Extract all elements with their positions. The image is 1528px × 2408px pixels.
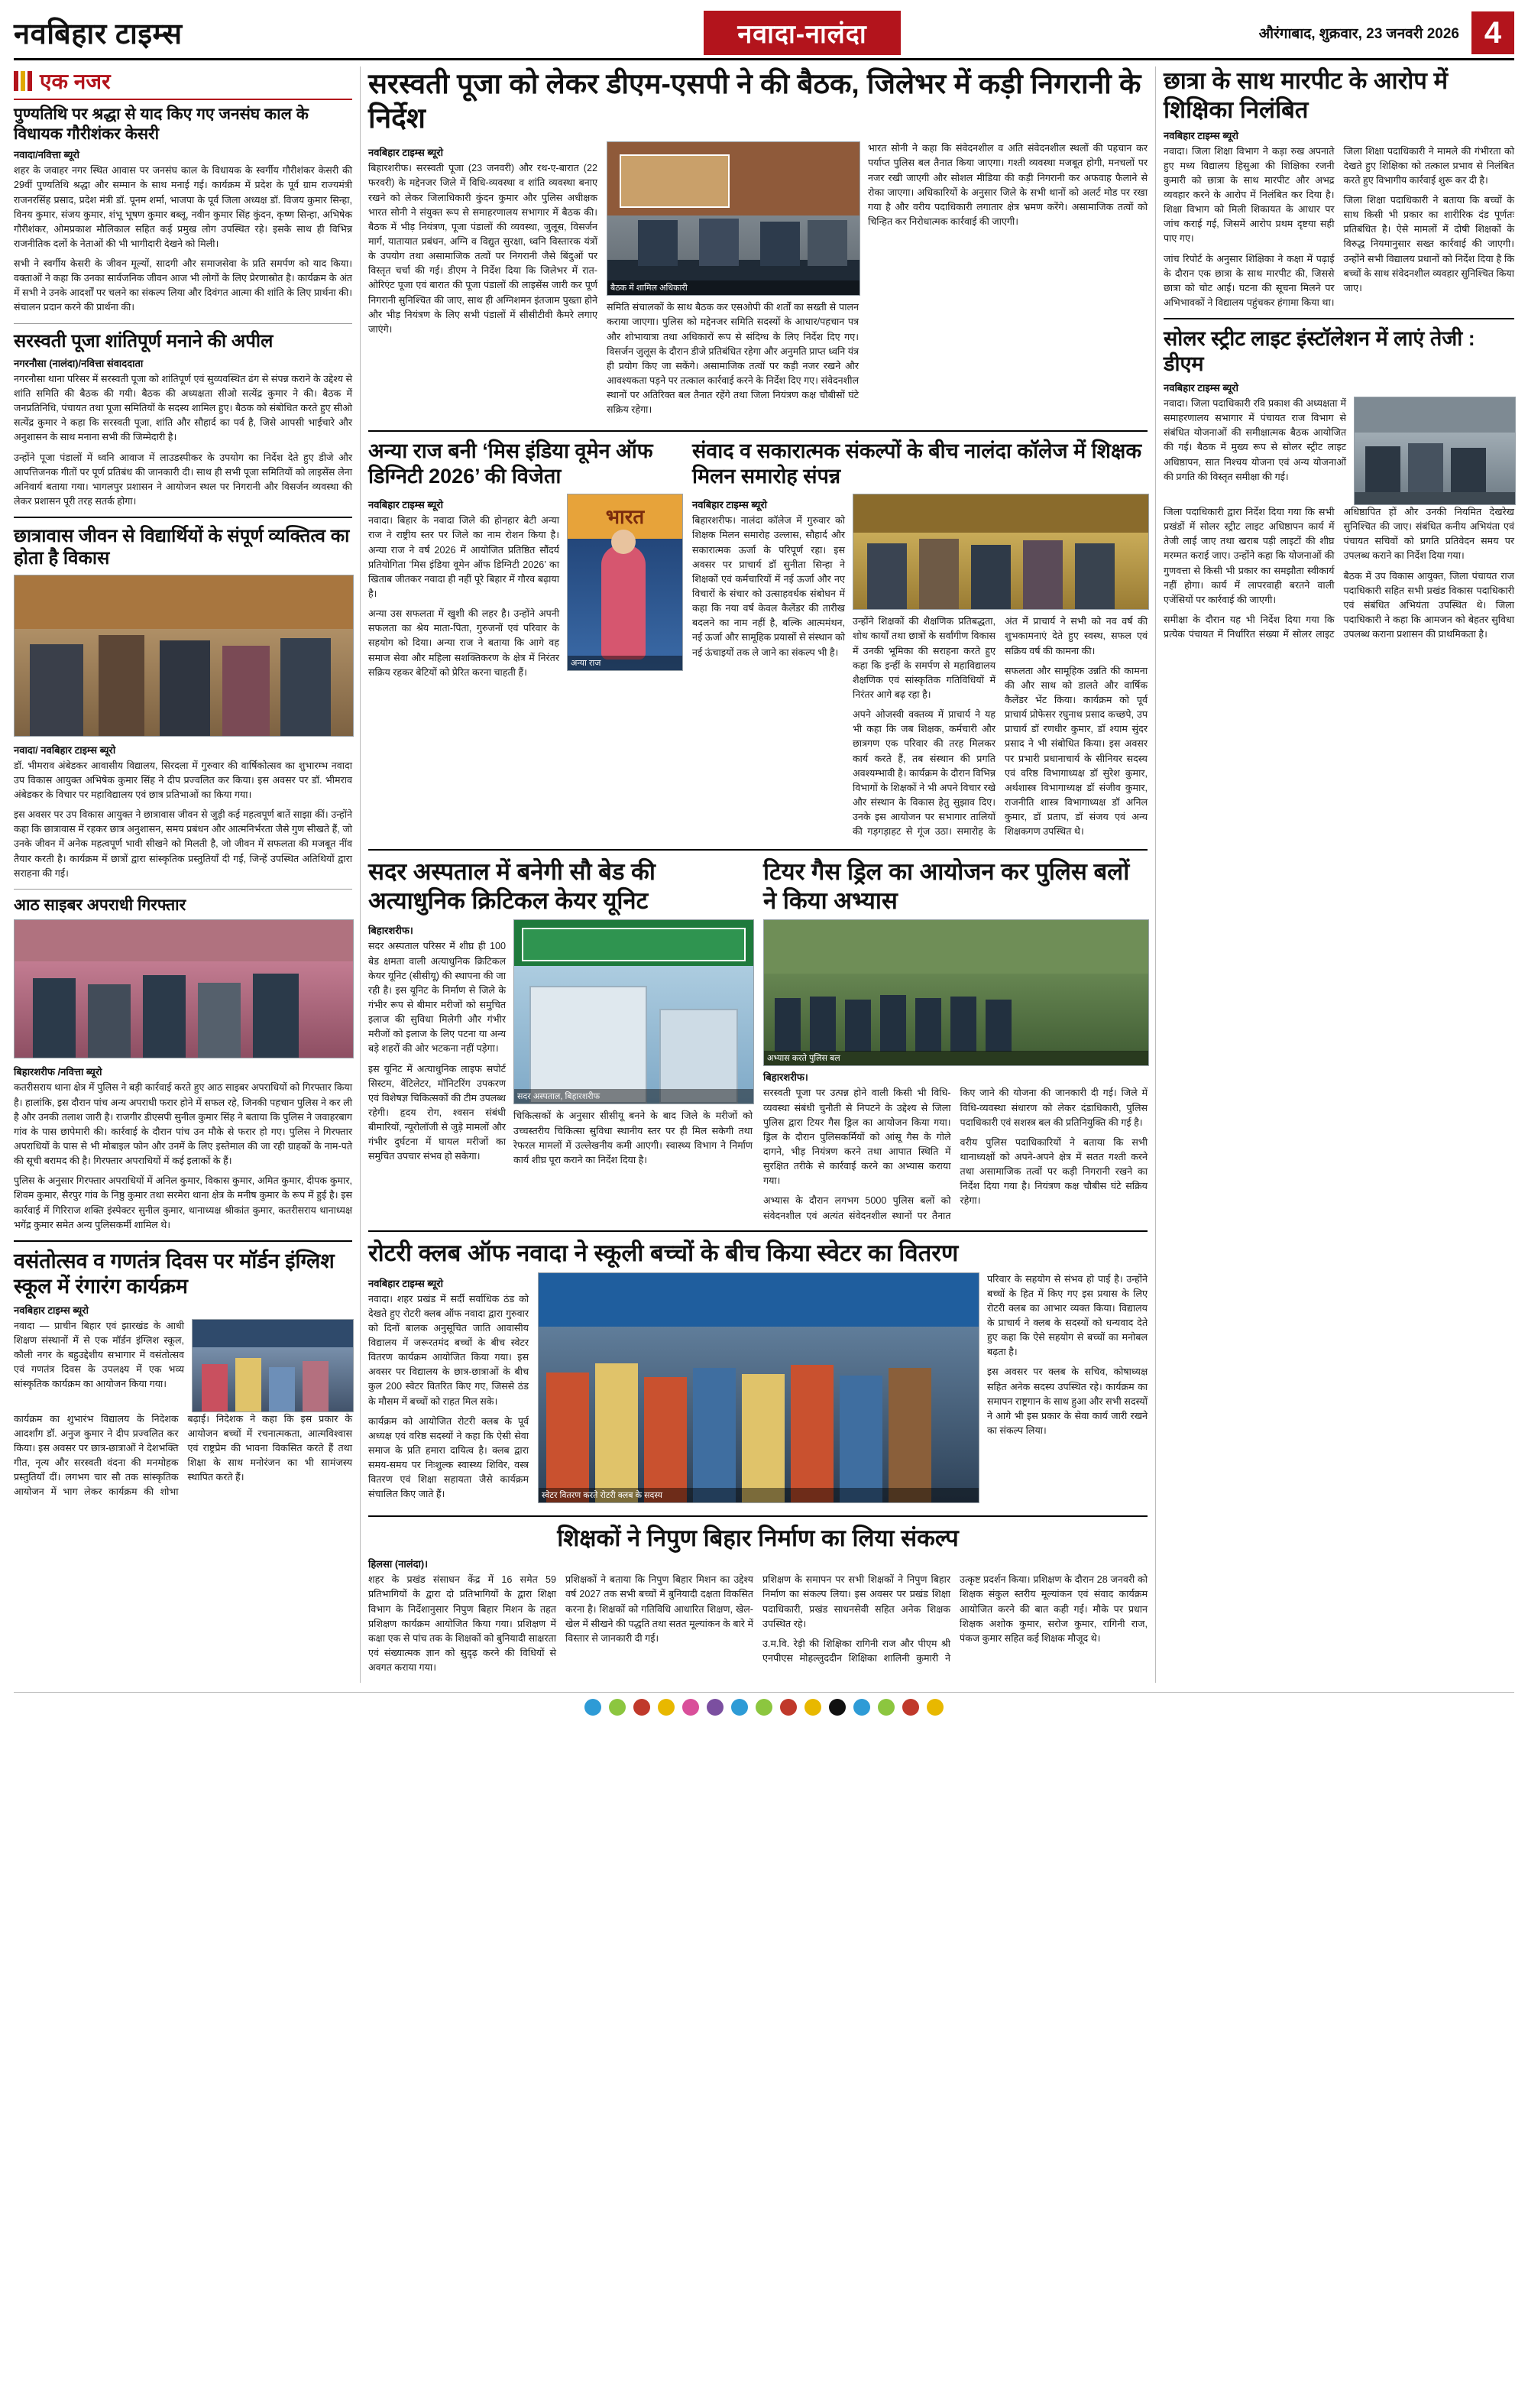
photo-figure [14, 575, 352, 737]
masthead-center [518, 11, 1086, 55]
byline: नवबिहार टाइम्स ब्यूरो [14, 1304, 89, 1316]
paragraph: नवादा। जिला शिक्षा विभाग ने कड़ा रुख अपनाते हुए मध्य विद्यालय हिसुआ की शिक्षिका रजनी कुमारी को छात्रा के साथ मारपीट और अभद्र व्यवहार करने के आरोप में निलंबित कर दिया है। शिक्षा विभाग को मिली शिकायत के आधार पर जांच कराई गई, जिसमें आरोप प्रथम दृष्टया सही पाए गए। [1164, 145, 1335, 245]
paragraph: बैठक में उप विकास आयुक्त, जिला पंचायत राज पदाधिकारी सहित सभी प्रखंड विकास पदाधिकारी एवं संबंधित अभियंता उपस्थित थे। जिला पदाधिकारी ने कहा कि आमजन को बेहतर सुविधा उपलब्ध कराना प्रशासन की प्राथमिकता है। [1343, 570, 1514, 640]
paragraph: नगरनौसा थाना परिसर में सरस्वती पूजा को शांतिपूर्ण एवं सुव्यवस्थित ढंग से संपन्न कराने के उद्देश्य से शांति समिति की बैठक की गयी। बैठक की अध्यक्षता सीओ सत्येंद्र कुमार ने की। बैठक में जनप्रतिनिधि, पंचायत तथा पूजा समितियों के सदस्य शामिल हुए। बैठक को संबोधित करते हुए सीओ सत्येंद्र कुमार ने कहा कि सरस्वती पूजा, शांति और सौहार्द का पर्व है, जिसे आपसी भाईचारे और अनुशासन के साथ मनाना सभी की जिम्मेदारी है। [14, 373, 352, 443]
newspaper-logo: नवबिहार टाइम्स [14, 18, 183, 50]
registration-dot [633, 1699, 650, 1716]
divider [368, 1230, 1148, 1232]
photo-sadar-hospital [513, 919, 754, 1104]
paragraph: बिहारशरीफ। सरस्वती पूजा (23 जनवरी) और रथ-ए-बारात (22 फरवरी) के मद्देनजर जिले में विधि-व्यवस्था व शांति व्यवस्था बनाए रखने को लेकर जिलाधिकारी कुंदन कुमार और पुलिस अधीक्षक भारत सोनी ने संयुक्त रूप से समाहरणालय सभागार में बैठक की। बैठक में भीड़ नियंत्रण, पूजा पंडालों की व्यवस्था, जुलूस, विसर्जन मार्ग, यातायात प्रबंधन, अग्नि व विद्युत सुरक्षा, ध्वनि विस्तारक यंत्रों के उपयोग तथा असामाजिक तत्वों पर निगरानी जैसे बिंदुओं पर विस्तृत चर्चा की गई। डीएम ने निर्देश दिया कि जिलेभर में रात-ओरिएंट पूजा एवं बारात की पूजा पंडालों की लाइसेंस जारी कर पूर्ण निगरानी सुनिश्चित की जाए, साथ ही अग्निशमन इंतजाम पुख्ता होने और भीड़ नियंत्रण के लिए सभी पंडालों में सीसीटीवी कैमरे लगाए जाएंगे। [368, 163, 597, 335]
paragraph: अभ्यास के दौरान लगभग 5000 पुलिस बलों को संवेदनशील एवं अत्यंत संवेदनशील स्थानों पर तैनात किए जाने की योजना की जानकारी दी गई। जिले में विधि-व्यवस्था संधारण को लेकर दंडाधिकारी, पुलिस पदाधिकारी एवं सशस्त्र बल की प्रतिनियुक्ति की गई है। [763, 1087, 1148, 1221]
headline: अन्या राज बनी ‘मिस इंडिया वूमेन ऑफ डिग्निटी 2026’ की विजेता [368, 439, 653, 488]
registration-dot [584, 1699, 601, 1716]
divider [368, 1515, 1148, 1517]
headline: सदर अस्पताल में बनेगी सौ बेड की अत्याधुनिक क्रिटिकल केयर यूनिट [368, 857, 656, 914]
photo-sweater-distribution [538, 1272, 979, 1503]
divider [368, 430, 1148, 432]
article-modern-english-school [14, 1249, 352, 1500]
divider [14, 517, 352, 518]
photo-anya-raj: भारत अन्या राज [567, 494, 683, 671]
paragraph-block [14, 1412, 352, 1500]
byline: बिहारशरीफ। [763, 1071, 808, 1084]
paragraph: सभी ने स्वर्गीय केसरी के जीवन मूल्यों, सादगी और समाजसेवा के प्रति समर्पण को याद किया। वक्ताओं ने कहा कि उनका सार्वजनिक जीवन आज भी लोगों के लिए प्रेरणास्रोत है। कार्यक्रम के अंत में सभी ने उनके आदर्शों पर चलने का संकल्प लिया और दिवंगत आत्मा की शांति के लिए प्रार्थना की। संचालन प्रदान करने की प्रार्थना की। [14, 258, 352, 313]
photo-tear-gas-drill [763, 919, 1149, 1066]
byline: नवबिहार टाइम्स ब्यूरो [368, 147, 443, 159]
headline: टियर गैस ड्रिल का आयोजन कर पुलिस बलों ने किया अभ्यास [763, 857, 1130, 914]
article-dm-sp-meeting [368, 66, 1148, 423]
ek-nazar-header [14, 66, 352, 100]
headline: सरस्वती पूजा शांतिपूर्ण मनाने की अपील [14, 330, 274, 352]
article-cyber-arrest [14, 896, 352, 1233]
paragraph: समीक्षा के दौरान यह भी निर्देश दिया गया कि प्रत्येक पंचायत में निर्धारित संख्या में सोलर लाइट अधिष्ठापित हों और उनकी नियमित देखरेख सुनिश्चित की जाए। संबंधित कनीय अभियंता एवं पंचायत सचिवों को प्रगति प्रतिवेदन समय पर उपलब्ध कराने का निर्देश दिया गया। [1164, 507, 1514, 640]
headline: सरस्वती पूजा को लेकर डीएम-एसपी ने की बैठक, जिलेभर में कड़ी निगरानी के निर्देश [368, 68, 1141, 134]
paragraph: नवादा — प्राचीन बिहार एवं झारखंड के आधी शिक्षण संस्थानों में से एक मॉर्डन इंग्लिश स्कूल, कौली नगर के बहुउद्देशीय सभागार में वसंतोत्सव एवं गणतंत्र दिवस के उपलक्ष्य में एक भव्य सांस्कृतिक कार्यक्रम का आयोजन किया गया। [14, 1320, 184, 1390]
divider [14, 1240, 352, 1242]
byline: नवबिहार टाइम्स ब्यूरो [368, 499, 443, 511]
photo-police-arrest [14, 919, 354, 1058]
headline: रोटरी क्लब ऑफ नवादा ने स्कूली बच्चों के बीच किया स्वेटर का वितरण [368, 1239, 959, 1266]
paragraph: समिति संचालकों के साथ बैठक कर एसओपी की शर्तों का सख्ती से पालन कराया जाएगा। पुलिस को मद्देनजर समिति सदस्यों के आधार/पहचान पत्र और शोभायात्रा तथा अधिकारों रूप से संदिग्ध के लिए निर्देश दिए गए। विसर्जन जुलूस के दौरान डीजे प्रतिबंधित रहेगा और अनुमति प्राप्त ध्वनि यंत्र ही प्रयोग किए जा सकेंगे। असामाजिक तत्वों पर कड़ी नजर रखने और आवश्यकता पड़ने पर तत्काल कार्रवाई करने के निर्देश दिए गए। संवेदनशील स्थानों पर अतिरिक्त बल तैनात रहेंगे तथा जिला नियंत्रण कक्ष चौबीसों घंटे सक्रिय रहेगा। [607, 302, 859, 416]
paragraph: उन्होंने पूजा पंडालों में ध्वनि आवाज में लाउडस्पीकर के उपयोग का निर्देश देते हुए डीजे और आपत्तिजनक गीतों पर पूर्ण प्रतिबंध की जानकारी दी। साथ ही सभी पूजा समितियों को लाइसेंस लेना अनिवार्य बताया गया। भागलपुर प्रशासन ने आयोजन स्थल पर निगरानी और विसर्जन व्यवस्था की लेकर प्रशासन पूरी तरह सतर्क होगा। [14, 452, 352, 507]
photo-caption: अभ्यास करते पुलिस बल [764, 1051, 1148, 1065]
headline: छात्रावास जीवन से विद्यार्थियों के संपूर्ण व्यक्तित्व का होता है विकास [14, 526, 350, 569]
byline: नवबिहार टाइम्स ब्यूरो [1164, 382, 1238, 394]
article-nipun-bihar [368, 1524, 1148, 1676]
article-sadar-hospital [368, 857, 753, 1223]
photo-hostel-event [14, 575, 354, 737]
headline: आठ साइबर अपराधी गिरफ्तार [14, 896, 186, 914]
paragraph: सफलता और सामूहिक उन्नति की कामना की और साथ को डालते और वार्षिक कैलेंडर भेंट किया। कार्यक्रम को पूर्व प्राचार्य प्रोफेसर रघुनाथ प्रसाद कच्छपे, उप प्राचार्य डॉ रणधीर कुमार, डॉ श्याम सुंदर प्रसाद ने भी संबोधित किया। इस अवसर पर प्रभारी प्रधानाचार्य के सीनियर सदस्य एवं वरिष्ठ विभागाध्यक्ष डॉ सुरेश कुमार, अर्थशास्त्र विभागाध्यक्ष डॉ संजीव कुमार, राजनीति शास्त्र विभागाध्यक्ष डॉ अनिल कुमार, डॉ प्रताप, डॉ संजय एवं अन्य शिक्षकगण उपस्थित थे। [1005, 665, 1148, 838]
photo-school-program [192, 1319, 354, 1412]
byline: नवादा/ नवबिहार टाइम्स ब्यूरो [14, 744, 116, 756]
paragraph: शहर के प्रखंड संसाधन केंद्र में 16 समेत 59 प्रतिभागियों के द्वारा दो प्रतिभागियों के द्वारा शिक्षा विभाग के निर्देशानुसार निपुण बिहार मिशन के तहत प्रशिक्षण कार्यक्रम आयोजित किया गया। प्रशिक्षण में कक्षा एक से पांच तक के शिक्षकों को बुनियादी साक्षरता एवं संख्यात्मक ज्ञान को सुदृढ़ करने की विधियों से अवगत कराया गया। [368, 1574, 556, 1674]
paragraph: इस यूनिट में अत्याधुनिक लाइफ सपोर्ट सिस्टम, वेंटिलेटर, मॉनिटरिंग उपकरण एवं विशेषज्ञ चिकित्सकों की टीम उपलब्ध रहेगी। हृदय रोग, श्वसन संबंधी बीमारियों, न्यूरोलॉजी से जुड़े मामलों और गंभीर दुर्घटना में घायल मरीजों का समुचित उपचार संभव हो सकेगा। [368, 1063, 506, 1162]
article-teacher-suspended [1164, 66, 1514, 310]
article-rotary-sweater [368, 1239, 1148, 1508]
divider [14, 889, 352, 890]
paragraph: बिहारशरीफ। नालंदा कॉलेज में गुरुवार को शिक्षक मिलन समारोह उल्लास, सौहार्द और सकारात्मक ऊर्जा के परिपूर्ण रहा। इस अवसर पर प्राचार्य डॉ सुनीता सिन्हा ने शिक्षकों एवं कर्मचारियों में नई ऊर्जा और नए विचारों के संचार को उत्साहवर्धक संबोधन में कहा कि नया वर्ष केवल कैलेंडर की तारीख बदलने का नाम नहीं है, बल्कि आत्ममंथन, नई ऊर्जा और सामूहिक प्रयासों से संस्थान को नई ऊंचाइयों तक ले जाने का संकल्प भी है। [692, 515, 845, 658]
page-grid [14, 66, 1514, 1683]
paragraph: जिला शिक्षा पदाधिकारी ने बताया कि बच्चों के साथ किसी भी प्रकार का शारीरिक दंड पूर्णतः प्रतिबंधित है। ऐसे मामलों में दोषी शिक्षकों के विरुद्ध नियमानुसार सख्त कार्रवाई की जाएगी। उन्होंने सभी विद्यालय प्रधानों को निर्देश दिया है कि बच्चों के साथ संवेदनशील व्यवहार सुनिश्चित किया जाए। [1343, 195, 1514, 293]
paragraph: शहर के जवाहर नगर स्थित आवास पर जनसंघ काल के विधायक के स्वर्गीय गौरीशंकर केसरी की 29वीं पुण्यतिथि श्रद्धा और सम्मान के साथ मनाई गई। कार्यक्रम में प्रदेश के पूर्व ग्राम राज्यमंत्री राजनरसिंह प्रसाद, प्रदेश मंत्री डॉ. पूनम शर्मा, भाजपा के पूर्व जिला अध्यक्ष डॉ. विजय कुमार सिन्हा, विनय कुमार, संजय कुमार, शंभू भूषण कुमार बब्लू, नवीन कुमार सिंह कुंदन, कृष्ण सिन्हा, अभिषेक गौरीशंकर, ओमप्रकाश मौलिकाल सहित कई प्रमुख लोग उपस्थित रहे। इसके साथ ही विभिन्न राजनीतिक दलों के नेताओं की भी भागीदारी देखने को मिली। [14, 165, 352, 249]
headline: छात्रा के साथ मारपीट के आरोप में शिक्षिका निलंबित [1164, 67, 1449, 123]
headline: संवाद व सकारात्मक संकल्पों के बीच नालंदा कॉलेज में शिक्षक मिलन समारोह संपन्न [692, 439, 1142, 488]
page-number: 4 [1471, 11, 1514, 54]
divider [1164, 318, 1514, 319]
byline: बिहारशरीफ। [368, 925, 413, 937]
photo-teacher-meet [853, 494, 1149, 610]
ek-nazar-bars-icon [14, 71, 32, 91]
article-solar-street-light [1164, 326, 1514, 645]
column-main [368, 66, 1148, 1683]
paragraph: कतरीसराय थाना क्षेत्र में पुलिस ने बड़ी कार्रवाई करते हुए आठ साइबर अपराधियों को गिरफ्तार किया है। हालांकि, इस दौरान पांच अन्य अपराधी फरार होने में सफल रहे, जिनकी पहचान पुलिस ने कर ली है और उनकी तलाश जारी है। राजगीर डीएसपी सुनील कुमार सिंह ने बताया कि पुलिस ने जवाहरबाग गांव के पास छापेमारी की। कार्रवाई के दौरान पांच उन मौके से फरार हो गए। पुलिस ने गिरफ्तार अपराधियों के पास से भी मोबाइल फोन और उनमें के लिए इस्तेमाल की जा रही ग्राहकों के नाम-पते की सूची बरामद की है। गिरफ्तार अपराधियों में कई इलाकों के हैं। [14, 1082, 352, 1167]
registration-dot [853, 1699, 870, 1716]
byline: नवबिहार टाइम्स ब्यूरो [692, 499, 767, 511]
ek-nazar-title: एक नजर [40, 70, 111, 93]
divider [368, 849, 1148, 851]
registration-dot [829, 1699, 846, 1716]
dateline: औरंगाबाद, शुक्रवार, 23 जनवरी 2026 [1258, 26, 1459, 42]
paragraph: डॉ. भीमराव अंबेडकर आवासीय विद्यालय, सिरदला में गुरुवार की वार्षिकोत्सव का शुभारम्भ नवादा उप विकास आयुक्त अभिषेक कुमार सिंह ने दीप प्रज्वलित कर किया। इस अवसर पर डॉ. भीमराव अंबेडकर के विचार पर महाविद्यालय एवं छात्र प्रतिभाओं का किया गया। [14, 760, 352, 800]
registration-dot [658, 1699, 675, 1716]
edition-badge: नवादा-नालंदा [704, 11, 900, 55]
paragraph: इस अवसर पर क्लब के सचिव, कोषाध्यक्ष सहित अनेक सदस्य उपस्थित रहे। कार्यक्रम का समापन राष्ट्रगान के साथ हुआ और सभी सदस्यों ने आगे भी इस प्रकार के सेवा कार्य जारी रखने का संकल्प लिया। [987, 1366, 1148, 1436]
photo-caption: बैठक में शामिल अधिकारी [607, 280, 860, 295]
paragraph: अन्या उस सफलता में खुशी की लहर है। उन्होंने अपनी सफलता का श्रेय माता-पिता, गुरुजनों एवं परिवार के सहयोग को दिया। अन्या राज ने बताया कि आगे वह समाज सेवा और महिला सशक्तिकरण के क्षेत्र में निरंतर सक्रिय रहकर बेटियों को प्रेरित करना चाहती हैं। [368, 608, 559, 678]
registration-dot [707, 1699, 724, 1716]
photo-caption: अन्या राज [568, 656, 682, 670]
paragraph: कार्यक्रम को आयोजित रोटरी क्लब के पूर्व अध्यक्ष एवं वरिष्ठ सदस्यों ने कहा कि ऐसी सेवा समाज के प्रति हमारा दायित्व है। क्लब द्वारा समय-समय पर निःशुल्क स्वास्थ्य शिविर, वस्त्र वितरण एवं शिक्षा सहायता जैसे कार्यक्रम संचालित किए जाते हैं। [368, 1415, 529, 1500]
color-registration-marks [14, 1692, 1514, 1716]
byline: नवबिहार टाइम्स ब्यूरो [368, 1277, 443, 1289]
paragraph: पुलिस के अनुसार गिरफ्तार अपराधियों में अनिल कुमार, विकास कुमार, अमित कुमार, दीपक कुमार, शिवम कुमार, सैरपुर गांव के निष्ठु कुमार तथा सरमेरा थाना क्षेत्र के मनीष कुमार के रूप में हुई है। इस कार्रवाई में गिरिराज शक्ति इंस्पेक्टर सुनील कुमार, थानाध्यक्ष श्रीकांत कुमार, कतरीसराय थानाध्यक्ष भगेंद्र कुमार समेत अन्य पुलिसकर्मी शामिल थे। [14, 1175, 352, 1230]
paragraph: नवादा। शहर प्रखंड में सर्दी सर्वाधिक ठंड को देखते हुए रोटरी क्लब ऑफ नवादा द्वारा गुरुवार को दिनों बालक अनुसूचित जाति आवासीय विद्यालय में जरूरतमंद बच्चों के बीच स्वेटर वितरण कार्यक्रम आयोजित किया गया। इस अवसर पर विद्यालय के छात्र-छात्राओं के बीच कुल 200 स्वेटर वितरित किए गए, जिससे ठंड के मौसम में बच्चों को राहत मिल सके। [368, 1293, 529, 1407]
paragraph: चिकित्सकों के अनुसार सीसीयू बनने के बाद जिले के मरीजों को उच्चस्तरीय चिकित्सा सुविधा स्थानीय स्तर पर ही मिल सकेगी तथा रेफरल मामलों में उल्लेखनीय कमी आएगी। स्वास्थ्य विभाग ने निर्माण कार्य शीघ्र पूरा कराने का निर्देश दिया है। [513, 1110, 753, 1165]
paragraph: भारत सोनी ने कहा कि संवेदनशील व अति संवेदनशील स्थलों की पहचान कर पर्याप्त पुलिस बल तैनात किया जाएगा। गश्ती व्यवस्था मजबूत होगी, मनचलों पर नजर रखी जाएगी और सोशल मीडिया की कड़ी निगरानी कर अफवाह फैलाने से रोका जाएगा। अधिकारियों के अनुसार जिले के सभी थानों को अलर्ट मोड पर रखा गया है और वरीय पदाधिकारी लगातार क्षेत्र भ्रमण करेंगे। असामाजिक तत्वों को चिन्हित कर निरोधात्मक कार्रवाई की जाएगी। [868, 143, 1148, 227]
registration-dot [878, 1699, 895, 1716]
registration-dot [609, 1699, 626, 1716]
article-saraswati-appeal [14, 330, 352, 510]
paragraph: उन्होंने शिक्षकों की शैक्षणिक प्रतिबद्धता, शोध कार्यों तथा छात्रों के सर्वांगीण विकास में उनकी भूमिका की सराहना करते हुए कहा कि इन्हीं के समर्पण से महाविद्यालय शैक्षणिक एवं सांस्कृतिक गतिविधियों में निरंतर आगे बढ़ रहा है। [853, 616, 995, 700]
headline: वसंतोत्सव व गणतंत्र दिवस पर मॉर्डन इंग्लिश स्कूल में रंगारंग कार्यक्रम [14, 1249, 335, 1298]
paragraph: नवादा। जिला पदाधिकारी रवि प्रकाश की अध्यक्षता में समाहरणालय सभागार में पंचायत राज विभाग से संबंधित योजनाओं की समीक्षात्मक बैठक आयोजित की गई। बैठक में मुख्य रूप से सोलर स्ट्रीट लाइट अधिष्ठापन, सात निश्चय योजना एवं अन्य योजनाओं की प्रगति की विस्तृत समीक्षा की गई। [1164, 398, 1346, 482]
article-anya-raj [368, 439, 681, 841]
headline: शिक्षकों ने निपुण बिहार निर्माण का लिया संकल्प [557, 1524, 959, 1551]
paragraph: सरस्वती पूजा पर उत्पन्न होने वाली किसी भी विधि-व्यवस्था संबंधी चुनौती से निपटने के उद्देश्य से जिला पुलिस द्वारा टियर गैस ड्रिल का आयोजन किया गया। ड्रिल के दौरान पुलिसकर्मियों को आंसू गैस के गोले दागने, भीड़ नियंत्रण करने तथा आपात स्थिति में सुरक्षित तरीके से कार्रवाई करने का अभ्यास कराया गया। [763, 1087, 951, 1187]
column-left [14, 66, 361, 1683]
paragraph: जांच रिपोर्ट के अनुसार शिक्षिका ने कक्षा में पढ़ाई के दौरान एक छात्रा के साथ मारपीट की, जिससे छात्रा को चोट आई। घटना की सूचना मिलने पर अभिभावकों ने विद्यालय पहुंचकर हंगामा किया था। जिला शिक्षा पदाधिकारी ने मामले की गंभीरता को देखते हुए शिक्षिका को तत्काल प्रभाव से निलंबित करते हुए विभागीय कार्रवाई शुरू कर दी है। [1164, 145, 1514, 309]
paragraph: नवादा। बिहार के नवादा जिले की होनहार बेटी अन्या राज ने राष्ट्रीय स्तर पर जिले का नाम रोशन किया है। अन्या राज ने वर्ष 2026 में आयोजित प्रतिष्ठित सौंदर्य प्रतियोगिता ‘मिस इंडिया वूमेन ऑफ डिग्निटी 2026’ का खिताब जीतकर नवादा ही नहीं पूरे बिहार में गौरव बढ़ाया है। [368, 515, 559, 599]
byline: नगरनौसा (नालंदा)/नवित्ता संवाददाता [14, 357, 144, 369]
registration-dot [902, 1699, 919, 1716]
photo-caption: सदर अस्पताल, बिहारशरीफ [514, 1089, 753, 1104]
registration-dot [682, 1699, 699, 1716]
paragraph: प्रशिक्षकों ने बताया कि निपुण बिहार मिशन का उद्देश्य वर्ष 2027 तक सभी बच्चों में बुनियादी दक्षता विकसित करना है। शिक्षकों को गतिविधि आधारित शिक्षण, खेल-खेल में सीखने की पद्धति तथा सतत मूल्यांकन के बारे में विस्तार से जानकारी दी गई। [565, 1574, 753, 1644]
photo-caption: स्वेटर वितरण करते रोटरी क्लब के सदस्य [539, 1488, 979, 1502]
paragraph: उ.म.वि. रेड़ी की शिक्षिका रागिनी राज और पीएम श्री एनपीएस मोहल्लुददीन शिक्षिका शालिनी कुमारी ने उत्कृष्ट प्रदर्शन किया। प्रशिक्षण के दौरान 28 जनवरी को शिक्षक संकुल स्तरीय मूल्यांकन एवं संवाद कार्यक्रम आयोजित करने की बात कही गई। मौके पर प्रधान शिक्षक अशोक कुमार, सरोज कुमार, रागिनी राज, पंकज कुमार सहित कई शिक्षक मौजूद थे। [762, 1574, 1148, 1664]
masthead-left [14, 11, 518, 55]
registration-dot [804, 1699, 821, 1716]
registration-dot [731, 1699, 748, 1716]
article-hostel-life [14, 525, 352, 881]
paragraph: जिला पदाधिकारी द्वारा निर्देश दिया गया कि सभी प्रखंडों में सोलर स्ट्रीट लाइट अधिष्ठापन कार्य में तेजी लाई जाए तथा खराब पड़ी लाइटों की शीघ्र मरम्मत कराई जाए। उन्होंने कहा कि योजनाओं की गुणवत्ता से किसी भी प्रकार का समझौता स्वीकार्य नहीं होगा। कार्य में लापरवाही बरतने वाली एजेंसियों पर कार्रवाई की जाएगी। [1164, 507, 1335, 605]
photo-figure [14, 919, 352, 1058]
headline: सोलर स्ट्रीट लाइट इंस्टॉलेशन में लाएं तेजी : डीएम [1164, 327, 1475, 376]
article-gaurishankar [14, 105, 352, 316]
divider [14, 323, 352, 324]
paragraph: परिवार के सहयोग से संभव हो पाई है। उन्होंने बच्चों के हित में किए गए इस प्रयास के लिए रोटरी क्लब का आभार व्यक्त किया। विद्यालय के प्राचार्य ने क्लब के सदस्यों को धन्यवाद देते हुए कहा कि ऐसे सहयोग से बच्चों का मनोबल बढ़ता है। [987, 1273, 1148, 1358]
byline: नवबिहार टाइम्स ब्यूरो [1164, 129, 1238, 141]
registration-dot [780, 1699, 797, 1716]
photo-dm-sp-meeting [607, 141, 860, 296]
registration-dot [756, 1699, 772, 1716]
paragraph: अपने ओजस्वी वक्तव्य में प्राचार्य ने यह भी कहा कि जब शिक्षक, कर्मचारी और छात्रगण एक परिवार की तरह मिलकर कार्य करते हैं, तब संस्थान की प्रगति अवश्यम्भावी है। कार्यक्रम के दौरान विभिन्न विभागों के शिक्षकों ने भी अपने विचार रखे और संस्थान के विकास हेतु सुझाव दिए। उनके इस आयोजन पर सभागार तालियों की गड़गड़ाहट से गूंज उठा। समारोह के अंत में प्राचार्य ने सभी को नव वर्ष की शुभकामनाएं देते हुए स्वस्थ, सफल एवं सक्रिय वर्ष की कामना की। [853, 616, 1148, 838]
byline: हिलसा (नालंदा)। [368, 1558, 429, 1570]
byline: बिहारशरीफ /नवित्ता ब्यूरो [14, 1066, 102, 1078]
paragraph: सदर अस्पताल परिसर में शीघ्र ही 100 बेड क्षमता वाली अत्याधुनिक क्रिटिकल केयर यूनिट (सीसीयू) की स्थापना की जा रही है। इस यूनिट के निर्माण से जिले के गंभीर रूप से बीमार मरीजों को समुचित इलाज की सुविधा मिलेगी और गंभीर मरीजों को इलाज के लिए पटना या अन्य बड़े शहरों की ओर भटकना नहीं पड़ेगा। [368, 941, 506, 1055]
photo-dm-review-meeting [1354, 397, 1516, 505]
column-right [1155, 66, 1514, 1683]
article-nalanda-college [692, 439, 1148, 841]
registration-dot [927, 1699, 944, 1716]
paragraph: वरीय पुलिस पदाधिकारियों ने बताया कि सभी थानाध्यक्षों को अपने-अपने क्षेत्र में सतत गश्ती करने तथा असामाजिक तत्वों पर कड़ी निगरानी रखने का निर्देश दिया गया है। नियंत्रण कक्ष चौबीस घंटे सक्रिय रहेगा। [960, 1136, 1148, 1207]
article-tear-gas-drill [763, 857, 1148, 1223]
masthead [14, 11, 1514, 60]
paragraph: प्रशिक्षण के समापन पर सभी शिक्षकों ने निपुण बिहार निर्माण का संकल्प लिया। इस अवसर पर प्रखंड शिक्षा पदाधिकारी, प्रखंड साधनसेवी सहित अनेक शिक्षक उपस्थित रहे। [762, 1574, 950, 1629]
paragraph: इस अवसर पर उप विकास आयुक्त ने छात्रावास जीवन से जुड़ी कई महत्वपूर्ण बातें साझा कीं। उन्होंने कहा कि छात्रावास में रहकर छात्र अनुशासन, समय प्रबंधन और आत्मनिर्भरता जैसे गुण सीखते हैं, जो उनके जीवन में अनेक महत्वपूर्ण भावी सीखने को मिलती है, जो जीवन में सफलता की मजबूत नींव तैयार करती है। कार्यक्रम में छात्रों द्वारा सांस्कृतिक प्रस्तुतियाँ दी गईं, जिन्हें उपस्थित अतिथियों द्वारा सराहना की गई। [14, 809, 352, 879]
headline: पुण्यतिथि पर श्रद्धा से याद किए गए जनसंघ काल के विधायक गौरीशंकर केसरी [14, 105, 309, 143]
masthead-right [1086, 11, 1514, 55]
byline: नवादा/नवित्ता ब्यूरो [14, 149, 80, 161]
paragraph: कार्यक्रम का शुभारंभ विद्यालय के निदेशक आदर्शांग डॉ. अनुज कुमार ने दीप प्रज्वलित कर किया। इस अवसर पर छात्र-छात्राओं ने देशभक्ति गीत, नृत्य और सरस्वती वंदना की मनमोहक प्रस्तुतियाँ दीं। लगभग चार सौ तक सांस्कृतिक आयोजन में भाग लेकर कार्यक्रम की शोभा बढ़ाई। निदेशक ने कहा कि इस प्रकार के आयोजन बच्चों में रचनात्मकता, आत्मविश्वास एवं राष्ट्रप्रेम की भावना विकसित करते हैं तथा शिक्षा के साथ मनोरंजन का भी सामंजस्य स्थापित करते हैं। [14, 1413, 352, 1498]
